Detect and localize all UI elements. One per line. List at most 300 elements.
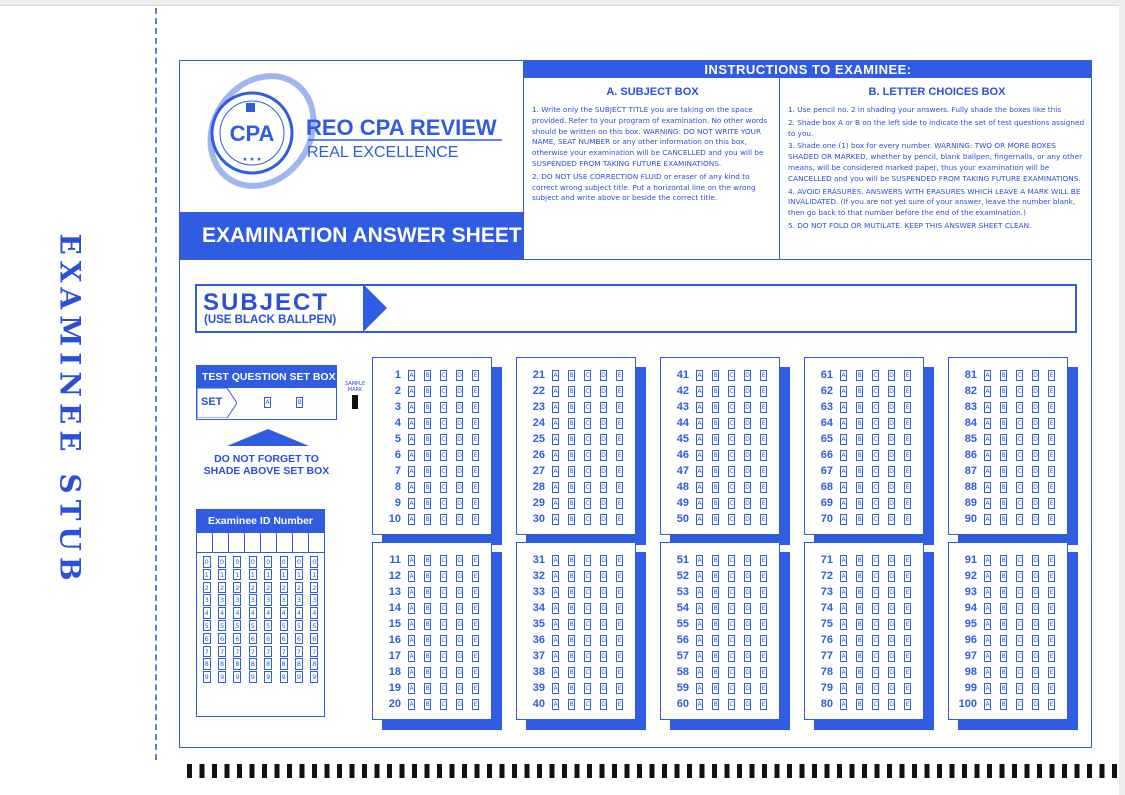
set-a-bubble[interactable]: A: [265, 399, 270, 406]
answer-bubble[interactable]: D: [601, 620, 606, 628]
answer-bubble[interactable]: D: [745, 419, 750, 427]
answer-bubble[interactable]: A: [409, 556, 414, 564]
answer-bubble[interactable]: E: [473, 700, 478, 708]
answer-bubble[interactable]: E: [761, 588, 766, 596]
answer-bubble[interactable]: E: [617, 483, 622, 491]
answer-bubble[interactable]: A: [409, 435, 414, 443]
answer-bubble[interactable]: C: [1017, 668, 1022, 676]
answer-bubble[interactable]: E: [905, 604, 910, 612]
answer-bubble[interactable]: D: [457, 467, 462, 475]
answer-bubble[interactable]: D: [457, 483, 462, 491]
answer-bubble[interactable]: C: [729, 451, 734, 459]
answer-bubble[interactable]: A: [409, 467, 414, 475]
answer-bubble[interactable]: B: [569, 684, 574, 692]
answer-bubble[interactable]: B: [569, 419, 574, 427]
answer-bubble[interactable]: A: [841, 515, 846, 523]
answer-bubble[interactable]: E: [473, 588, 478, 596]
answer-bubble[interactable]: C: [873, 419, 878, 427]
answer-bubble[interactable]: A: [841, 499, 846, 507]
answer-bubble[interactable]: A: [409, 620, 414, 628]
id-digit-bubble[interactable]: 2: [296, 583, 301, 592]
answer-bubble[interactable]: E: [473, 572, 478, 580]
answer-bubble[interactable]: A: [985, 387, 990, 395]
answer-bubble[interactable]: E: [617, 668, 622, 676]
answer-bubble[interactable]: D: [1033, 684, 1038, 692]
answer-bubble[interactable]: B: [857, 435, 862, 443]
answer-bubble[interactable]: E: [905, 636, 910, 644]
answer-bubble[interactable]: A: [697, 668, 702, 676]
answer-bubble[interactable]: B: [569, 467, 574, 475]
answer-bubble[interactable]: D: [1033, 371, 1038, 379]
answer-bubble[interactable]: E: [905, 467, 910, 475]
answer-bubble[interactable]: E: [617, 515, 622, 523]
answer-bubble[interactable]: D: [1033, 588, 1038, 596]
answer-bubble[interactable]: B: [713, 371, 718, 379]
answer-bubble[interactable]: B: [569, 572, 574, 580]
id-digit-bubble[interactable]: 9: [266, 673, 271, 682]
answer-bubble[interactable]: D: [889, 604, 894, 612]
answer-bubble[interactable]: A: [697, 435, 702, 443]
answer-bubble[interactable]: D: [457, 668, 462, 676]
answer-bubble[interactable]: A: [697, 588, 702, 596]
answer-bubble[interactable]: E: [473, 403, 478, 411]
answer-bubble[interactable]: D: [1033, 451, 1038, 459]
answer-bubble[interactable]: D: [745, 371, 750, 379]
answer-bubble[interactable]: E: [905, 684, 910, 692]
answer-bubble[interactable]: C: [873, 668, 878, 676]
answer-bubble[interactable]: B: [569, 588, 574, 596]
answer-bubble[interactable]: B: [425, 684, 430, 692]
answer-bubble[interactable]: A: [409, 652, 414, 660]
answer-bubble[interactable]: A: [697, 387, 702, 395]
answer-bubble[interactable]: B: [1001, 451, 1006, 459]
answer-bubble[interactable]: B: [713, 387, 718, 395]
id-digit-bubble[interactable]: 0: [266, 558, 271, 566]
answer-bubble[interactable]: E: [617, 700, 622, 708]
answer-bubble[interactable]: D: [457, 556, 462, 564]
answer-bubble[interactable]: C: [1017, 588, 1022, 596]
answer-bubble[interactable]: E: [617, 588, 622, 596]
answer-bubble[interactable]: A: [553, 483, 558, 491]
id-digit-bubble[interactable]: 5: [250, 621, 255, 630]
id-digit-bubble[interactable]: 2: [312, 583, 317, 592]
answer-bubble[interactable]: A: [841, 668, 846, 676]
answer-bubble[interactable]: C: [873, 588, 878, 596]
answer-bubble[interactable]: D: [889, 515, 894, 523]
answer-bubble[interactable]: A: [697, 700, 702, 708]
answer-bubble[interactable]: D: [745, 451, 750, 459]
answer-bubble[interactable]: A: [553, 467, 558, 475]
answer-bubble[interactable]: A: [409, 499, 414, 507]
answer-bubble[interactable]: C: [729, 668, 734, 676]
answer-bubble[interactable]: D: [457, 435, 462, 443]
answer-bubble[interactable]: C: [441, 403, 446, 411]
answer-bubble[interactable]: C: [1017, 556, 1022, 564]
answer-bubble[interactable]: A: [841, 604, 846, 612]
answer-bubble[interactable]: E: [473, 668, 478, 676]
answer-bubble[interactable]: C: [729, 403, 734, 411]
answer-bubble[interactable]: D: [457, 419, 462, 427]
id-digit-bubble[interactable]: 8: [296, 660, 301, 669]
answer-bubble[interactable]: D: [601, 371, 606, 379]
answer-bubble[interactable]: B: [425, 451, 430, 459]
answer-bubble[interactable]: C: [585, 387, 590, 395]
answer-bubble[interactable]: E: [761, 387, 766, 395]
answer-bubble[interactable]: E: [617, 387, 622, 395]
answer-bubble[interactable]: A: [841, 403, 846, 411]
answer-bubble[interactable]: A: [553, 556, 558, 564]
answer-bubble[interactable]: B: [857, 556, 862, 564]
answer-bubble[interactable]: E: [761, 572, 766, 580]
answer-bubble[interactable]: D: [601, 700, 606, 708]
answer-bubble[interactable]: B: [1001, 467, 1006, 475]
answer-bubble[interactable]: A: [841, 620, 846, 628]
answer-bubble[interactable]: A: [985, 419, 990, 427]
answer-bubble[interactable]: A: [409, 483, 414, 491]
answer-bubble[interactable]: D: [1033, 604, 1038, 612]
answer-bubble[interactable]: E: [617, 604, 622, 612]
answer-bubble[interactable]: C: [729, 556, 734, 564]
answer-bubble[interactable]: D: [457, 652, 462, 660]
answer-bubble[interactable]: C: [585, 684, 590, 692]
answer-bubble[interactable]: B: [713, 467, 718, 475]
answer-bubble[interactable]: C: [1017, 403, 1022, 411]
answer-bubble[interactable]: C: [1017, 652, 1022, 660]
answer-bubble[interactable]: D: [745, 499, 750, 507]
answer-bubble[interactable]: C: [585, 435, 590, 443]
id-digit-bubble[interactable]: 5: [312, 621, 317, 630]
answer-bubble[interactable]: C: [441, 515, 446, 523]
answer-bubble[interactable]: E: [473, 515, 478, 523]
answer-bubble[interactable]: C: [585, 483, 590, 491]
answer-bubble[interactable]: E: [1049, 604, 1054, 612]
answer-bubble[interactable]: D: [1033, 572, 1038, 580]
id-digit-bubble[interactable]: 4: [281, 609, 286, 618]
answer-bubble[interactable]: A: [841, 371, 846, 379]
id-digit-bubble[interactable]: 8: [281, 660, 286, 669]
answer-bubble[interactable]: B: [713, 572, 718, 580]
id-digit-bubble[interactable]: 1: [235, 570, 240, 579]
answer-bubble[interactable]: E: [1049, 435, 1054, 443]
answer-bubble[interactable]: D: [745, 652, 750, 660]
answer-bubble[interactable]: B: [1001, 499, 1006, 507]
answer-bubble[interactable]: A: [841, 467, 846, 475]
answer-bubble[interactable]: E: [617, 435, 622, 443]
id-digit-bubble[interactable]: 5: [281, 621, 286, 630]
id-digit-bubble[interactable]: 3: [204, 596, 209, 605]
answer-bubble[interactable]: C: [441, 499, 446, 507]
answer-bubble[interactable]: B: [425, 556, 430, 564]
answer-bubble[interactable]: D: [745, 620, 750, 628]
answer-bubble[interactable]: A: [841, 684, 846, 692]
answer-bubble[interactable]: C: [873, 499, 878, 507]
id-digit-bubble[interactable]: 3: [235, 596, 240, 605]
answer-bubble[interactable]: C: [441, 588, 446, 596]
answer-bubble[interactable]: C: [873, 604, 878, 612]
id-digit-bubble[interactable]: 6: [312, 634, 317, 643]
answer-bubble[interactable]: B: [569, 515, 574, 523]
answer-bubble[interactable]: D: [601, 652, 606, 660]
answer-bubble[interactable]: C: [585, 515, 590, 523]
answer-bubble[interactable]: C: [873, 435, 878, 443]
answer-bubble[interactable]: A: [409, 403, 414, 411]
answer-bubble[interactable]: B: [1001, 588, 1006, 596]
answer-bubble[interactable]: A: [553, 403, 558, 411]
answer-bubble[interactable]: D: [457, 620, 462, 628]
answer-bubble[interactable]: A: [985, 684, 990, 692]
answer-bubble[interactable]: E: [617, 371, 622, 379]
answer-bubble[interactable]: B: [1001, 515, 1006, 523]
answer-bubble[interactable]: B: [713, 515, 718, 523]
answer-bubble[interactable]: D: [601, 387, 606, 395]
answer-bubble[interactable]: D: [745, 588, 750, 596]
answer-bubble[interactable]: B: [857, 387, 862, 395]
id-digit-bubble[interactable]: 2: [250, 583, 255, 592]
answer-bubble[interactable]: D: [601, 419, 606, 427]
answer-bubble[interactable]: C: [1017, 435, 1022, 443]
answer-bubble[interactable]: C: [585, 652, 590, 660]
answer-bubble[interactable]: D: [1033, 483, 1038, 491]
answer-bubble[interactable]: B: [569, 499, 574, 507]
answer-bubble[interactable]: D: [745, 483, 750, 491]
answer-bubble[interactable]: C: [585, 700, 590, 708]
answer-bubble[interactable]: B: [569, 604, 574, 612]
answer-bubble[interactable]: E: [473, 419, 478, 427]
answer-bubble[interactable]: D: [745, 556, 750, 564]
answer-bubble[interactable]: C: [729, 604, 734, 612]
answer-bubble[interactable]: D: [889, 556, 894, 564]
answer-bubble[interactable]: E: [1049, 668, 1054, 676]
answer-bubble[interactable]: E: [617, 556, 622, 564]
answer-bubble[interactable]: C: [441, 371, 446, 379]
id-digit-bubble[interactable]: 6: [250, 634, 255, 643]
answer-bubble[interactable]: C: [873, 483, 878, 491]
answer-bubble[interactable]: D: [889, 620, 894, 628]
id-digit-bubble[interactable]: 0: [219, 558, 225, 566]
id-digit-bubble[interactable]: 0: [235, 558, 240, 566]
answer-bubble[interactable]: D: [745, 668, 750, 676]
id-digit-bubble[interactable]: 4: [250, 609, 255, 618]
answer-bubble[interactable]: E: [617, 652, 622, 660]
answer-bubble[interactable]: B: [713, 483, 718, 491]
id-digit-bubble[interactable]: 5: [266, 621, 271, 630]
answer-bubble[interactable]: E: [905, 700, 910, 708]
answer-bubble[interactable]: A: [553, 588, 558, 596]
answer-bubble[interactable]: D: [1033, 467, 1038, 475]
answer-bubble[interactable]: B: [857, 499, 862, 507]
answer-bubble[interactable]: B: [713, 556, 718, 564]
id-digit-bubble[interactable]: 2: [281, 583, 286, 592]
answer-bubble[interactable]: D: [745, 604, 750, 612]
answer-bubble[interactable]: C: [729, 499, 734, 507]
answer-bubble[interactable]: B: [713, 684, 718, 692]
answer-bubble[interactable]: C: [441, 652, 446, 660]
answer-bubble[interactable]: D: [601, 604, 606, 612]
id-digit-bubble[interactable]: 4: [312, 609, 317, 618]
answer-bubble[interactable]: E: [761, 636, 766, 644]
answer-bubble[interactable]: D: [1033, 515, 1038, 523]
answer-bubble[interactable]: C: [1017, 620, 1022, 628]
answer-bubble[interactable]: E: [761, 700, 766, 708]
answer-bubble[interactable]: C: [585, 620, 590, 628]
answer-bubble[interactable]: A: [409, 419, 414, 427]
answer-bubble[interactable]: B: [1001, 620, 1006, 628]
answer-bubble[interactable]: A: [553, 515, 558, 523]
answer-bubble[interactable]: D: [457, 700, 462, 708]
answer-bubble[interactable]: E: [473, 620, 478, 628]
id-digit-bubble[interactable]: 6: [296, 634, 301, 643]
answer-bubble[interactable]: C: [441, 451, 446, 459]
answer-bubble[interactable]: A: [985, 467, 990, 475]
answer-bubble[interactable]: C: [441, 604, 446, 612]
answer-bubble[interactable]: D: [889, 403, 894, 411]
answer-bubble[interactable]: D: [1033, 652, 1038, 660]
answer-bubble[interactable]: D: [601, 572, 606, 580]
answer-bubble[interactable]: A: [409, 371, 414, 379]
answer-bubble[interactable]: E: [473, 636, 478, 644]
answer-bubble[interactable]: A: [985, 515, 990, 523]
answer-bubble[interactable]: D: [889, 684, 894, 692]
answer-bubble[interactable]: B: [857, 604, 862, 612]
answer-bubble[interactable]: B: [713, 652, 718, 660]
id-digit-bubble[interactable]: 8: [235, 660, 240, 669]
answer-bubble[interactable]: A: [841, 483, 846, 491]
id-digit-bubble[interactable]: 9: [235, 673, 240, 682]
answer-bubble[interactable]: D: [601, 684, 606, 692]
answer-bubble[interactable]: B: [1001, 604, 1006, 612]
answer-bubble[interactable]: E: [1049, 371, 1054, 379]
id-digit-bubble[interactable]: 3: [219, 596, 225, 605]
answer-bubble[interactable]: E: [1049, 636, 1054, 644]
answer-bubble[interactable]: A: [985, 483, 990, 491]
answer-bubble[interactable]: B: [569, 451, 574, 459]
answer-bubble[interactable]: B: [857, 684, 862, 692]
answer-bubble[interactable]: B: [857, 636, 862, 644]
answer-bubble[interactable]: C: [873, 620, 878, 628]
answer-bubble[interactable]: A: [841, 451, 846, 459]
answer-bubble[interactable]: B: [857, 371, 862, 379]
answer-bubble[interactable]: A: [697, 419, 702, 427]
id-digit-bubble[interactable]: 6: [266, 634, 271, 643]
answer-bubble[interactable]: E: [1049, 700, 1054, 708]
answer-bubble[interactable]: E: [761, 556, 766, 564]
answer-bubble[interactable]: B: [1001, 652, 1006, 660]
answer-bubble[interactable]: A: [553, 572, 558, 580]
answer-bubble[interactable]: A: [409, 636, 414, 644]
answer-bubble[interactable]: C: [1017, 451, 1022, 459]
answer-bubble[interactable]: D: [1033, 668, 1038, 676]
answer-bubble[interactable]: E: [473, 499, 478, 507]
answer-bubble[interactable]: B: [713, 604, 718, 612]
answer-bubble[interactable]: C: [585, 467, 590, 475]
answer-bubble[interactable]: E: [473, 604, 478, 612]
answer-bubble[interactable]: D: [457, 636, 462, 644]
answer-bubble[interactable]: A: [409, 684, 414, 692]
answer-bubble[interactable]: D: [601, 435, 606, 443]
answer-bubble[interactable]: B: [713, 668, 718, 676]
answer-bubble[interactable]: C: [729, 467, 734, 475]
answer-bubble[interactable]: C: [585, 403, 590, 411]
answer-bubble[interactable]: C: [441, 435, 446, 443]
id-digit-bubble[interactable]: 3: [296, 596, 301, 605]
answer-bubble[interactable]: C: [1017, 572, 1022, 580]
answer-bubble[interactable]: D: [457, 451, 462, 459]
answer-bubble[interactable]: B: [857, 620, 862, 628]
answer-bubble[interactable]: D: [457, 572, 462, 580]
answer-bubble[interactable]: D: [457, 684, 462, 692]
answer-bubble[interactable]: B: [425, 604, 430, 612]
answer-bubble[interactable]: A: [409, 451, 414, 459]
id-digit-bubble[interactable]: 5: [296, 621, 301, 630]
answer-bubble[interactable]: E: [761, 419, 766, 427]
answer-bubble[interactable]: B: [1001, 387, 1006, 395]
answer-bubble[interactable]: A: [697, 684, 702, 692]
answer-bubble[interactable]: D: [1033, 387, 1038, 395]
set-b-bubble[interactable]: B: [297, 399, 302, 406]
answer-bubble[interactable]: A: [553, 604, 558, 612]
answer-bubble[interactable]: A: [553, 435, 558, 443]
answer-bubble[interactable]: D: [1033, 556, 1038, 564]
answer-bubble[interactable]: A: [985, 451, 990, 459]
answer-bubble[interactable]: B: [569, 483, 574, 491]
answer-bubble[interactable]: A: [409, 668, 414, 676]
answer-bubble[interactable]: A: [553, 636, 558, 644]
answer-bubble[interactable]: D: [1033, 499, 1038, 507]
id-digit-bubble[interactable]: 7: [235, 647, 240, 656]
answer-bubble[interactable]: D: [745, 515, 750, 523]
answer-bubble[interactable]: B: [1001, 668, 1006, 676]
answer-bubble[interactable]: B: [857, 483, 862, 491]
id-digit-bubble[interactable]: 7: [296, 647, 301, 656]
answer-bubble[interactable]: B: [425, 483, 430, 491]
answer-bubble[interactable]: E: [905, 403, 910, 411]
answer-bubble[interactable]: E: [473, 435, 478, 443]
answer-bubble[interactable]: E: [761, 684, 766, 692]
id-digit-bubble[interactable]: 7: [250, 647, 255, 656]
answer-bubble[interactable]: B: [1001, 556, 1006, 564]
answer-bubble[interactable]: A: [697, 467, 702, 475]
answer-bubble[interactable]: A: [553, 499, 558, 507]
answer-bubble[interactable]: D: [601, 636, 606, 644]
subject-field[interactable]: [195, 284, 1077, 333]
answer-bubble[interactable]: C: [729, 387, 734, 395]
answer-bubble[interactable]: B: [425, 499, 430, 507]
answer-bubble[interactable]: C: [1017, 467, 1022, 475]
answer-bubble[interactable]: C: [441, 419, 446, 427]
answer-bubble[interactable]: D: [889, 371, 894, 379]
answer-bubble[interactable]: B: [425, 668, 430, 676]
answer-bubble[interactable]: D: [745, 403, 750, 411]
answer-bubble[interactable]: B: [569, 700, 574, 708]
answer-bubble[interactable]: C: [585, 419, 590, 427]
answer-bubble[interactable]: D: [457, 403, 462, 411]
answer-bubble[interactable]: E: [905, 588, 910, 596]
id-digit-bubble[interactable]: 6: [204, 634, 209, 643]
answer-bubble[interactable]: E: [905, 499, 910, 507]
answer-bubble[interactable]: C: [441, 572, 446, 580]
id-digit-bubble[interactable]: 9: [296, 673, 301, 682]
answer-bubble[interactable]: A: [985, 700, 990, 708]
id-digit-bubble[interactable]: 4: [296, 609, 301, 618]
answer-bubble[interactable]: D: [601, 515, 606, 523]
answer-bubble[interactable]: D: [889, 668, 894, 676]
answer-bubble[interactable]: E: [905, 556, 910, 564]
id-digit-bubble[interactable]: 0: [296, 558, 301, 566]
answer-bubble[interactable]: B: [425, 572, 430, 580]
answer-bubble[interactable]: B: [857, 652, 862, 660]
answer-bubble[interactable]: A: [985, 636, 990, 644]
answer-bubble[interactable]: B: [713, 499, 718, 507]
